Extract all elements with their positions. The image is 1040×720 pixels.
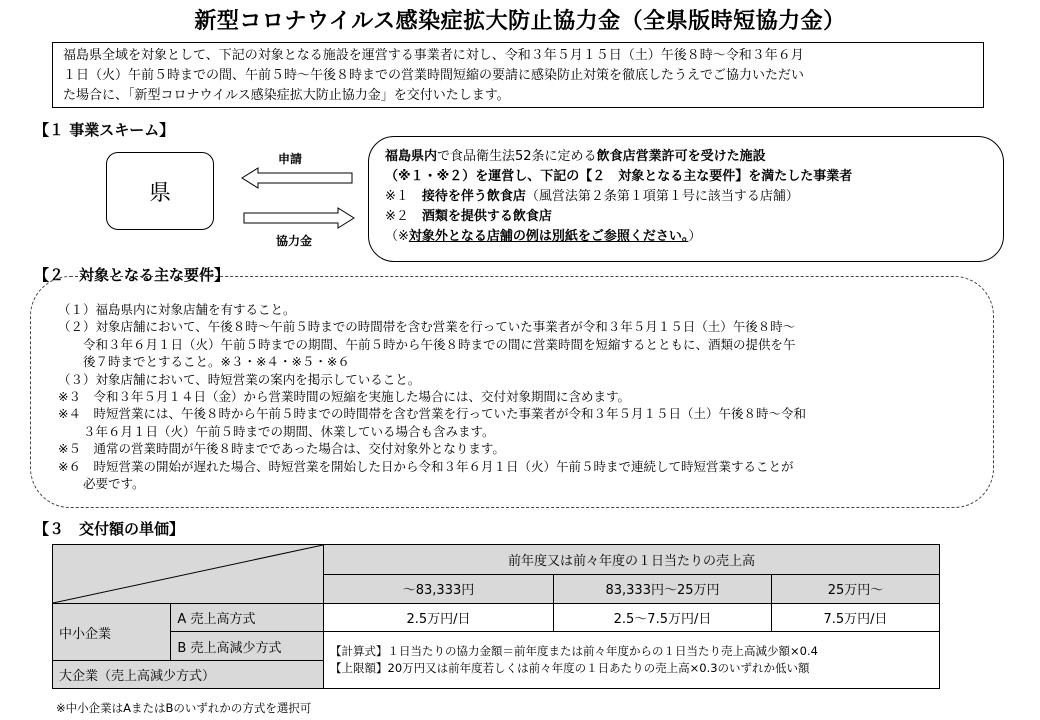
business-note-2 [385, 207, 989, 227]
business-note-3 [385, 227, 989, 247]
requirement-line: ※５ 通常の営業時間が午後８時までであった場合は、交付対象外となります。 [58, 441, 505, 457]
note-mark: （※ [385, 229, 409, 244]
note-bold: 酒類を提供する飲食店 [421, 209, 552, 224]
intro-line: 福島県全域を対象として、下記の対象となる施設を運営する事業者に対し、令和３年５月１５日（土）午後８時～令和３年６月 [63, 48, 804, 63]
requirement-line: ※６ 時短営業の開始が遅れた場合、時短営業を開始した日から令和３年６月１日（火）午前５時まで連続して時短営業することが [58, 458, 794, 474]
row-a-value: 7.5万円/日 [772, 604, 940, 632]
business-area: 福島県内 [385, 149, 438, 164]
note-mark: ※１ [385, 189, 422, 204]
limit-text: 【上限額】20万円又は前年度若しくは前々年度の１日あたりの売上高×0.3のいずれか低い額 [330, 661, 810, 675]
right-arrow-icon [240, 206, 358, 230]
unit-price-table [52, 544, 940, 689]
note-text: （風営法第２条第１項第１号に該当する店舗） [525, 189, 799, 204]
requirements-list [58, 301, 806, 492]
requirement-line: （２）対象店舗において、午後８時～午前５時までの時間帯を含む営業を行っていた事業者が令和３年５月１５日（土）午後８時～ [58, 319, 796, 335]
intro-line: た場合に、「新型コロナウイルス感染症拡大防止協力金」を交付いたします。 [63, 88, 510, 103]
business-text: で食品衛生法52条に定める [437, 149, 597, 164]
formula-text: 【計算式】１日当たりの協力金額＝前年度または前々年度からの１日当たり売上高減少額×0.4 [330, 644, 818, 658]
col-header: 83,333円～25万円 [554, 574, 772, 604]
table-header-span: 前年度又は前々年度の１日当たりの売上高 [324, 545, 940, 575]
business-permit: 飲食店営業許可を受けた施設 [596, 149, 766, 164]
arrow-bottom-label: 協力金 [276, 234, 313, 248]
section1-heading: 【１ 事業スキーム】 [34, 121, 175, 139]
table-corner-cell [53, 545, 324, 604]
note-bold: 接待を伴う飲食店 [421, 189, 526, 204]
requirement-line: （１）福島県内に対象店舗を有すること。 [58, 302, 296, 317]
business-condition: （※１・※２）を運営し、下記の【２ 対象となる主な要件】を満たした事業者 [385, 169, 853, 184]
eligible-business-box [368, 136, 1004, 262]
diagonal-line [53, 545, 323, 603]
requirement-line: ３年６月１日（火）午前５時までの期間、休業している場合も含みます。 [58, 423, 495, 439]
business-line [385, 147, 989, 167]
page-title: 新型コロナウイルス感染症拡大防止協力金（全県版時短協力金） [194, 9, 846, 34]
row-b-label: B 売上高減少方式 [171, 632, 324, 661]
prefecture-box: 県 [106, 152, 214, 230]
col-header: 25万円～ [772, 574, 940, 604]
note-mark: ※２ [385, 209, 422, 224]
large-company-label: 大企業（売上高減少方式） [53, 661, 324, 689]
requirement-line: 必要です。 [58, 476, 145, 492]
formula-cell [324, 632, 940, 689]
sme-label: 中小企業 [53, 604, 171, 661]
note-bold-underlined: 対象外となる店舗の例は別紙をご参照ください。 [408, 229, 689, 244]
intro-box [52, 42, 984, 108]
intro-line: １日（火）午前５時までの間、午前５時～午後８時までの営業時間短縮の要請に感染防止対策を徹底したうえでご協力いただい [63, 68, 805, 83]
requirement-line: （３）対象店舗において、時短営業の案内を掲示していること。 [58, 371, 421, 387]
col-header: ～83,333円 [324, 574, 554, 604]
section3-heading: 【３ 交付額の単価】 [34, 520, 185, 538]
row-a-label: A 売上高方式 [171, 604, 324, 632]
requirement-line: 令和３年６月１日（火）午前５時までの期間、午前５時から午後８時までの間に営業時間を短縮するとともに、酒類の提供を午 [58, 336, 796, 352]
note-text: ） [688, 229, 702, 244]
left-arrow-icon [240, 166, 358, 190]
requirement-line: 後７時までとすること。※３・※４・※５・※６ [58, 354, 350, 370]
row-a-value: 2.5万円/日 [324, 604, 554, 632]
arrow-top-label: 申請 [278, 152, 303, 166]
section2-heading: 【２ 対象となる主な要件】 [34, 266, 230, 284]
requirement-line: ※３ 令和３年５月１４日（金）から営業時間の短縮を実施した場合には、交付対象期間に含めます。 [58, 389, 630, 405]
row-a-value: 2.5～7.5万円/日 [554, 604, 772, 632]
requirement-line: ※４ 時短営業には、午後８時から午前５時までの時間帯を含む営業を行っていた事業者が令和３年５月１５日（土）午後８時～令和 [58, 406, 806, 422]
business-note-1 [385, 187, 989, 207]
table-footnote: ※中小企業はAまたはBのいずれかの方式を選択可 [56, 701, 312, 715]
